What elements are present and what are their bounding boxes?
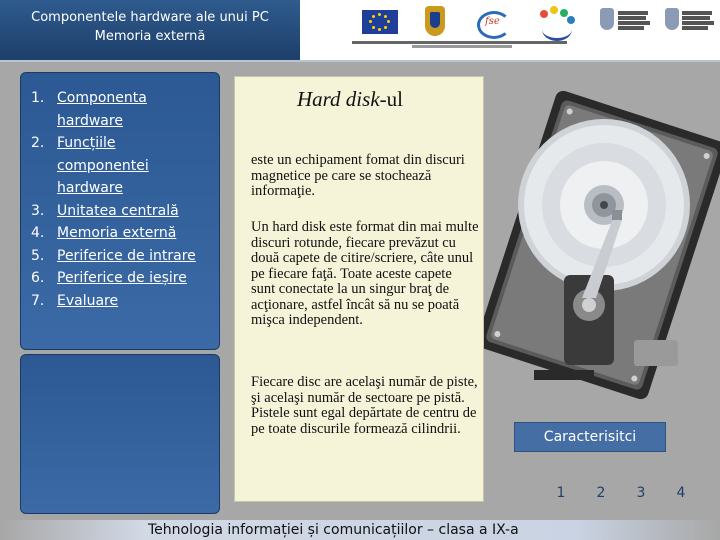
menu-item-componenta-hardware[interactable]: 1. Componenta hardware [31,87,211,132]
menu-item-unitatea-centrala[interactable]: 3. Unitatea centrală [31,200,211,223]
slide-title-line1: Componentele hardware ale unui PC [31,10,269,25]
article-paragraph-3: Fiecare disc are acelaşi număr de piste, şi acelaşi număr de sectoare pe pistă. Pistele sunt egal depărtate de centru de pe toate discurile formează cilindrii. [251,374,478,437]
menu-item-evaluare[interactable]: 7. Evaluare [31,290,211,313]
slide-title [0,0,300,60]
ministry-text-block [618,10,662,31]
menu-item-label[interactable]: Periferice de ieșire [57,270,187,286]
menu-item-label[interactable]: Memoria externă [57,225,177,241]
ministry-crest-icon [600,8,614,34]
article-paragraph-1: este un echipament fomat din discuri magnetice pe care se stochează informaţie. [251,152,465,199]
ministry-crest-icon [665,8,679,34]
romania-coat-of-arms-icon [425,6,445,36]
logo-caption-strip [352,40,572,49]
menu-item-periferice-iesire[interactable]: 6. Periferice de ieșire [31,267,211,290]
menu-item-periferice-intrare[interactable]: 5. Periferice de intrare [31,245,211,268]
menu-item-functiile[interactable]: 2. Funcțiile componentei hardware [31,132,211,200]
article-panel [234,76,484,502]
menu-item-label[interactable]: Componenta hardware [57,90,147,129]
page-link-3[interactable]: 3 [636,485,646,501]
article-heading: Hard disk-ul [297,87,403,111]
page-link-1[interactable]: 1 [556,485,566,501]
eu-flag-icon [362,10,398,34]
ministry-text-block [682,10,720,31]
page-link-4[interactable]: 4 [676,485,686,501]
menu-item-memoria-externa[interactable]: 4. Memoria externă [31,222,211,245]
menu-item-label[interactable]: Periferice de intrare [57,247,196,264]
navigation-menu [20,72,220,350]
hard-disk-photo [484,70,720,420]
fse-logo-icon: fse [473,8,511,38]
slide-title-line2: Memoria externă [94,29,206,44]
article-paragraph-2: Un hard disk este format din mai multe discuri rotunde, fiecare prevăzut cu două capete de citire/scriere, câte unul pe fiecare faţă. Toate aceste capete sunt conectate la un singur braţ de acţionare, astfel încât să nu se poată mişca independent. [251,219,479,328]
menu-item-label[interactable]: Funcțiile componentei hardware [57,135,149,196]
page-link-2[interactable]: 2 [596,485,606,501]
empty-panel [20,354,220,514]
characteristics-button[interactable]: Caracterisitci [514,422,666,452]
instruirea-logo-icon [536,6,576,40]
footer-text: Tehnologia informației și comunicațiilor – clasa a IX-a [148,522,519,538]
menu-item-label[interactable]: Evaluare [57,292,119,309]
menu-item-label[interactable]: Unitatea centrală [57,202,179,219]
